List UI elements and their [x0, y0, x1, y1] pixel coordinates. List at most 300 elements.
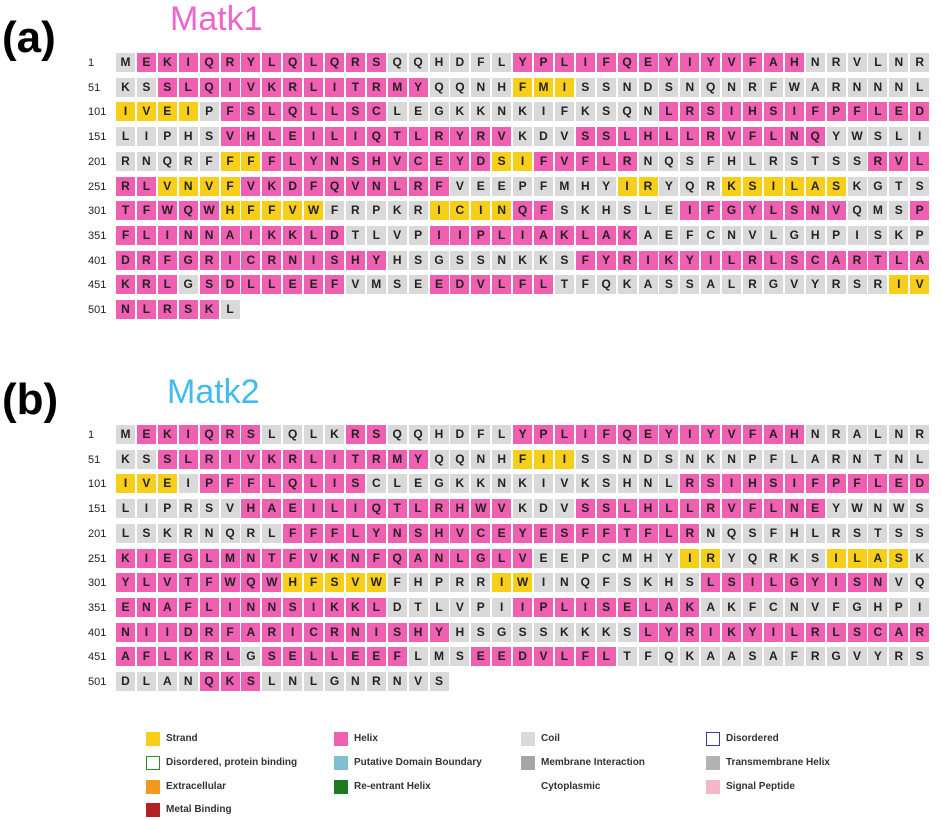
residue-cell: I — [764, 623, 783, 642]
residue-cell: L — [659, 474, 678, 493]
residue-cell: S — [534, 623, 553, 642]
row-label: 351 — [88, 601, 107, 614]
residue-cell: L — [262, 102, 281, 121]
residue-cell: R — [618, 251, 637, 270]
residue-cell: I — [221, 78, 240, 97]
residue-cell: Q — [597, 275, 616, 294]
residue-cell: Y — [409, 450, 428, 469]
residue-cell: Y — [304, 152, 323, 171]
residue-cell: N — [848, 78, 867, 97]
residue-cell: N — [868, 573, 887, 592]
row-label: 401 — [88, 254, 107, 267]
row-label: 351 — [88, 229, 107, 242]
residue-cell: I — [367, 623, 386, 642]
residue-cell: P — [158, 127, 177, 146]
residue-cell: I — [910, 127, 929, 146]
residue-cell: L — [450, 549, 469, 568]
residue-cell: K — [325, 598, 344, 617]
residue-cell: S — [848, 623, 867, 642]
residue-cell: L — [868, 425, 887, 444]
residue-cell: L — [618, 127, 637, 146]
residue-cell: A — [701, 647, 720, 666]
residue-cell: V — [806, 598, 825, 617]
residue-cell: F — [262, 201, 281, 220]
residue-cell: F — [200, 152, 219, 171]
residue-cell: I — [743, 573, 762, 592]
residue-cell: H — [785, 53, 804, 72]
residue-cell: L — [659, 102, 678, 121]
residue-cell: M — [868, 201, 887, 220]
residue-cell: Y — [659, 623, 678, 642]
residue-cell: S — [785, 152, 804, 171]
residue-cell: Q — [450, 450, 469, 469]
residue-cell: P — [576, 549, 595, 568]
residue-cell: Q — [430, 78, 449, 97]
residue-cell: I — [325, 474, 344, 493]
residue-cell: I — [116, 474, 135, 493]
residue-cell: F — [325, 275, 344, 294]
residue-cell: L — [639, 598, 658, 617]
residue-cell: S — [785, 201, 804, 220]
residue-cell: Y — [513, 53, 532, 72]
residue-cell: R — [701, 549, 720, 568]
residue-cell: L — [764, 226, 783, 245]
residue-cell: C — [806, 251, 825, 270]
legend-label: Metal Binding — [166, 804, 232, 815]
residue-cell: L — [388, 102, 407, 121]
residue-cell: H — [409, 623, 428, 642]
residue-cell: S — [910, 177, 929, 196]
residue-cell: H — [743, 474, 762, 493]
residue-cell: L — [304, 450, 323, 469]
residue-cell: R — [701, 499, 720, 518]
residue-cell: L — [492, 425, 511, 444]
residue-cell: T — [889, 177, 908, 196]
residue-cell: V — [388, 152, 407, 171]
residue-cell: R — [910, 53, 929, 72]
residue-cell: D — [450, 275, 469, 294]
residue-cell: I — [534, 102, 553, 121]
residue-cell: K — [701, 450, 720, 469]
residue-cell: F — [701, 152, 720, 171]
residue-cell: G — [868, 177, 887, 196]
residue-cell: L — [618, 499, 637, 518]
residue-cell: S — [241, 102, 260, 121]
residue-cell: R — [325, 623, 344, 642]
residue-cell: N — [639, 474, 658, 493]
residue-cell: V — [848, 53, 867, 72]
residue-cell: G — [764, 275, 783, 294]
residue-cell: Q — [388, 549, 407, 568]
residue-cell: L — [304, 102, 323, 121]
residue-cell: V — [241, 450, 260, 469]
residue-cell: K — [116, 549, 135, 568]
residue-cell: A — [868, 549, 887, 568]
residue-cell: I — [889, 275, 908, 294]
residue-cell: A — [534, 226, 553, 245]
residue-cell: T — [388, 499, 407, 518]
residue-cell: R — [367, 672, 386, 691]
residue-cell: A — [116, 647, 135, 666]
residue-cell: F — [576, 275, 595, 294]
residue-cell: L — [200, 549, 219, 568]
residue-cell: I — [304, 598, 323, 617]
residue-cell: V — [388, 226, 407, 245]
residue-cell: L — [137, 300, 156, 319]
residue-cell: R — [346, 425, 365, 444]
residue-cell: N — [492, 474, 511, 493]
residue-cell: I — [430, 226, 449, 245]
residue-cell: S — [848, 275, 867, 294]
residue-cell: T — [179, 573, 198, 592]
residue-cell: H — [618, 474, 637, 493]
residue-cell: T — [346, 450, 365, 469]
residue-cell: E — [137, 425, 156, 444]
residue-cell: L — [764, 127, 783, 146]
residue-cell: N — [200, 226, 219, 245]
residue-cell: Y — [409, 78, 428, 97]
residue-cell: R — [367, 450, 386, 469]
residue-cell: Q — [325, 177, 344, 196]
residue-cell: L — [597, 152, 616, 171]
residue-cell: L — [848, 549, 867, 568]
residue-cell: Y — [450, 127, 469, 146]
residue-cell: R — [868, 152, 887, 171]
residue-cell: Y — [868, 647, 887, 666]
residue-cell: I — [492, 573, 511, 592]
residue-cell: D — [534, 499, 553, 518]
residue-cell: L — [680, 127, 699, 146]
residue-cell: G — [179, 275, 198, 294]
residue-cell: I — [221, 251, 240, 270]
residue-cell: I — [534, 573, 553, 592]
residue-cell: N — [325, 152, 344, 171]
legend-swatch — [334, 780, 348, 794]
residue-cell: N — [388, 524, 407, 543]
residue-cell: V — [492, 499, 511, 518]
residue-cell: F — [471, 53, 490, 72]
residue-cell: N — [722, 78, 741, 97]
residue-cell: K — [513, 251, 532, 270]
residue-cell: V — [346, 177, 365, 196]
residue-cell: R — [743, 78, 762, 97]
residue-cell: E — [283, 647, 302, 666]
residue-cell: W — [367, 573, 386, 592]
residue-cell: F — [179, 598, 198, 617]
residue-cell: S — [659, 275, 678, 294]
residue-cell: T — [868, 251, 887, 270]
residue-cell: R — [827, 275, 846, 294]
residue-cell: D — [388, 598, 407, 617]
residue-cell: L — [576, 226, 595, 245]
residue-cell: S — [388, 623, 407, 642]
residue-cell: V — [158, 573, 177, 592]
residue-cell: D — [116, 672, 135, 691]
residue-cell: R — [179, 524, 198, 543]
residue-cell: R — [409, 177, 428, 196]
residue-cell: H — [659, 573, 678, 592]
residue-cell: R — [158, 300, 177, 319]
residue-cell: I — [576, 53, 595, 72]
residue-cell: E — [283, 275, 302, 294]
residue-cell: L — [659, 499, 678, 518]
residue-cell: S — [346, 152, 365, 171]
residue-cell: P — [430, 573, 449, 592]
residue-cell: E — [471, 177, 490, 196]
residue-cell: Q — [430, 450, 449, 469]
residue-cell: G — [785, 226, 804, 245]
residue-cell: I — [304, 499, 323, 518]
residue-cell: I — [450, 226, 469, 245]
residue-cell: A — [639, 226, 658, 245]
residue-cell: E — [659, 201, 678, 220]
residue-cell: K — [680, 647, 699, 666]
residue-cell: T — [868, 450, 887, 469]
residue-cell: Q — [659, 152, 678, 171]
residue-cell: H — [639, 499, 658, 518]
residue-cell: F — [743, 127, 762, 146]
residue-cell: L — [492, 275, 511, 294]
residue-cell: K — [513, 474, 532, 493]
residue-cell: Y — [659, 425, 678, 444]
residue-cell: L — [785, 177, 804, 196]
residue-cell: K — [680, 598, 699, 617]
residue-cell: V — [889, 152, 908, 171]
row-label: 1 — [88, 429, 95, 441]
residue-cell: S — [200, 275, 219, 294]
residue-cell: L — [304, 647, 323, 666]
residue-cell: L — [262, 53, 281, 72]
residue-cell: R — [701, 177, 720, 196]
residue-cell: N — [471, 450, 490, 469]
residue-cell: L — [179, 450, 198, 469]
residue-cell: Y — [659, 177, 678, 196]
residue-cell: N — [785, 499, 804, 518]
residue-cell: N — [680, 450, 699, 469]
residue-cell: E — [639, 425, 658, 444]
residue-cell: I — [764, 177, 783, 196]
residue-cell: E — [889, 102, 908, 121]
residue-cell: H — [576, 177, 595, 196]
residue-cell: T — [346, 226, 365, 245]
residue-cell: K — [576, 623, 595, 642]
residue-cell: N — [116, 300, 135, 319]
residue-cell: V — [450, 524, 469, 543]
residue-cell: I — [116, 102, 135, 121]
residue-cell: S — [618, 623, 637, 642]
residue-cell: R — [262, 623, 281, 642]
residue-cell: E — [409, 102, 428, 121]
residue-cell: V — [492, 127, 511, 146]
residue-cell: E — [409, 474, 428, 493]
residue-cell: R — [221, 53, 240, 72]
residue-cell: W — [848, 499, 867, 518]
residue-cell: A — [158, 672, 177, 691]
residue-cell: R — [827, 450, 846, 469]
residue-cell: Y — [367, 251, 386, 270]
residue-cell: F — [639, 524, 658, 543]
residue-cell: L — [555, 647, 574, 666]
residue-cell: I — [179, 474, 198, 493]
residue-cell: P — [471, 226, 490, 245]
residue-cell: R — [283, 78, 302, 97]
residue-cell: N — [889, 53, 908, 72]
residue-cell: L — [764, 573, 783, 592]
residue-cell: L — [910, 78, 929, 97]
residue-cell: F — [576, 524, 595, 543]
residue-cell: E — [618, 598, 637, 617]
residue-cell: S — [367, 425, 386, 444]
residue-cell: F — [221, 177, 240, 196]
residue-cell: F — [597, 425, 616, 444]
residue-cell: S — [325, 251, 344, 270]
residue-cell: L — [659, 127, 678, 146]
residue-cell: G — [430, 474, 449, 493]
residue-cell: L — [889, 127, 908, 146]
residue-cell: I — [137, 127, 156, 146]
residue-cell: Q — [659, 647, 678, 666]
residue-cell: K — [450, 474, 469, 493]
residue-cell: F — [701, 201, 720, 220]
residue-cell: I — [137, 499, 156, 518]
residue-cell: Q — [618, 425, 637, 444]
residue-cell: N — [367, 177, 386, 196]
residue-cell: L — [743, 152, 762, 171]
legend-label: Cytoplasmic — [541, 781, 601, 792]
residue-cell: I — [221, 598, 240, 617]
residue-cell: R — [848, 251, 867, 270]
residue-cell: G — [325, 672, 344, 691]
residue-cell: V — [241, 177, 260, 196]
residue-cell: V — [471, 275, 490, 294]
residue-cell: F — [680, 226, 699, 245]
residue-cell: K — [534, 251, 553, 270]
residue-cell: R — [910, 623, 929, 642]
residue-cell: Y — [430, 623, 449, 642]
residue-cell: S — [137, 78, 156, 97]
residue-cell: H — [639, 127, 658, 146]
residue-cell: K — [262, 177, 281, 196]
residue-cell: L — [304, 78, 323, 97]
residue-cell: L — [597, 647, 616, 666]
residue-cell: I — [241, 226, 260, 245]
residue-cell: Q — [200, 53, 219, 72]
residue-cell: T — [618, 647, 637, 666]
residue-cell: I — [722, 474, 741, 493]
residue-cell: M — [388, 78, 407, 97]
residue-cell: K — [325, 549, 344, 568]
residue-cell: C — [868, 623, 887, 642]
residue-cell: M — [116, 53, 135, 72]
residue-cell: R — [680, 623, 699, 642]
residue-cell: S — [764, 474, 783, 493]
residue-cell: A — [701, 275, 720, 294]
residue-cell: S — [346, 474, 365, 493]
residue-cell: F — [764, 450, 783, 469]
legend-swatch — [706, 756, 720, 770]
residue-cell: S — [743, 177, 762, 196]
residue-cell: A — [806, 78, 825, 97]
residue-cell: E — [116, 598, 135, 617]
residue-cell: N — [241, 549, 260, 568]
residue-cell: N — [868, 499, 887, 518]
residue-cell: N — [722, 226, 741, 245]
residue-cell: F — [827, 598, 846, 617]
residue-cell: R — [137, 251, 156, 270]
residue-cell: N — [618, 450, 637, 469]
residue-cell: S — [513, 623, 532, 642]
residue-cell: I — [430, 201, 449, 220]
residue-cell: I — [471, 201, 490, 220]
residue-cell: K — [659, 251, 678, 270]
residue-cell: S — [597, 598, 616, 617]
residue-cell: I — [910, 598, 929, 617]
residue-cell: H — [597, 201, 616, 220]
residue-cell: K — [722, 623, 741, 642]
residue-cell: P — [534, 598, 553, 617]
residue-cell: K — [597, 623, 616, 642]
residue-cell: N — [806, 53, 825, 72]
residue-cell: R — [409, 201, 428, 220]
residue-cell: H — [346, 251, 365, 270]
residue-cell: L — [137, 672, 156, 691]
residue-cell: S — [576, 450, 595, 469]
residue-cell: F — [743, 425, 762, 444]
residue-cell: I — [221, 450, 240, 469]
residue-cell: L — [722, 251, 741, 270]
residue-cell: P — [910, 226, 929, 245]
residue-cell: S — [806, 549, 825, 568]
residue-cell: Q — [283, 102, 302, 121]
legend-label: Putative Domain Boundary — [354, 757, 482, 768]
residue-cell: R — [179, 152, 198, 171]
residue-cell: F — [304, 573, 323, 592]
legend-label: Strand — [166, 733, 198, 744]
legend-swatch — [706, 780, 720, 794]
residue-cell: H — [806, 226, 825, 245]
residue-cell: E — [430, 275, 449, 294]
residue-cell: S — [868, 226, 887, 245]
residue-cell: L — [388, 177, 407, 196]
residue-cell: K — [722, 598, 741, 617]
residue-cell: C — [367, 474, 386, 493]
residue-cell: I — [701, 623, 720, 642]
residue-cell: C — [367, 102, 386, 121]
residue-cell: E — [659, 226, 678, 245]
residue-cell: L — [827, 623, 846, 642]
panel-a-letter: (a) — [2, 13, 56, 62]
residue-cell: V — [241, 78, 260, 97]
residue-cell: F — [388, 573, 407, 592]
residue-cell: T — [868, 524, 887, 543]
legend-swatch — [334, 756, 348, 770]
residue-cell: I — [639, 251, 658, 270]
row-label: 51 — [88, 81, 101, 94]
residue-cell: L — [409, 647, 428, 666]
residue-cell: R — [868, 275, 887, 294]
residue-cell: R — [116, 152, 135, 171]
residue-cell: I — [827, 549, 846, 568]
residue-cell: S — [283, 598, 302, 617]
legend-swatch — [146, 732, 160, 746]
legend-swatch — [521, 756, 535, 770]
residue-cell: R — [430, 127, 449, 146]
residue-cell: F — [534, 177, 553, 196]
residue-cell: Q — [241, 573, 260, 592]
residue-cell: R — [764, 152, 783, 171]
residue-cell: F — [241, 152, 260, 171]
residue-cell: F — [513, 275, 532, 294]
